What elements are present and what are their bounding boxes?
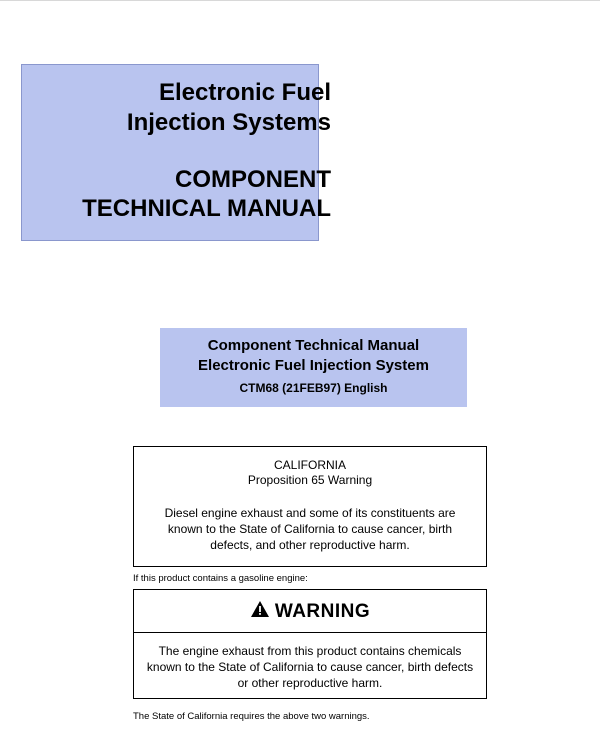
manual-subtitle-block xyxy=(160,328,467,407)
title-line-4: TECHNICAL MANUAL xyxy=(82,195,331,222)
title-line-3: COMPONENT xyxy=(175,166,331,193)
title-line-1: Electronic Fuel xyxy=(158,79,331,106)
warning-heading-text: WARNING xyxy=(274,601,371,622)
proposition-65-body-text: Diesel engine exhaust and some of its constituents are known to the State of California to cause cancer, birth defects, and other reproductive harm. xyxy=(164,506,456,552)
page-top-rule xyxy=(0,0,600,1)
title-line-2: Injection Systems xyxy=(126,109,331,136)
proposition-65-box xyxy=(133,446,487,567)
subtitle-line-1: Component Technical Manual xyxy=(207,337,420,354)
proposition-65-heading-line-1: CALIFORNIA xyxy=(273,458,346,472)
subtitle-line-3: CTM68 (21FEB97) English xyxy=(239,381,388,395)
subtitle-line-2: Electronic Fuel Injection System xyxy=(198,357,429,374)
warning-body-text: The engine exhaust from this product contains chemicals known to the State of California to cause cancer, birth defects or other reproductive harm. xyxy=(146,644,474,690)
footer-note: The State of California requires the above two warnings. xyxy=(133,711,370,722)
proposition-65-heading-line-2: Proposition 65 Warning xyxy=(247,473,373,487)
warning-divider xyxy=(134,632,486,633)
warning-box xyxy=(133,589,487,699)
manual-title-block xyxy=(21,64,331,241)
warning-heading xyxy=(134,600,486,625)
gasoline-engine-caption: If this product contains a gasoline engine: xyxy=(133,573,308,584)
warning-triangle-icon xyxy=(250,600,270,625)
